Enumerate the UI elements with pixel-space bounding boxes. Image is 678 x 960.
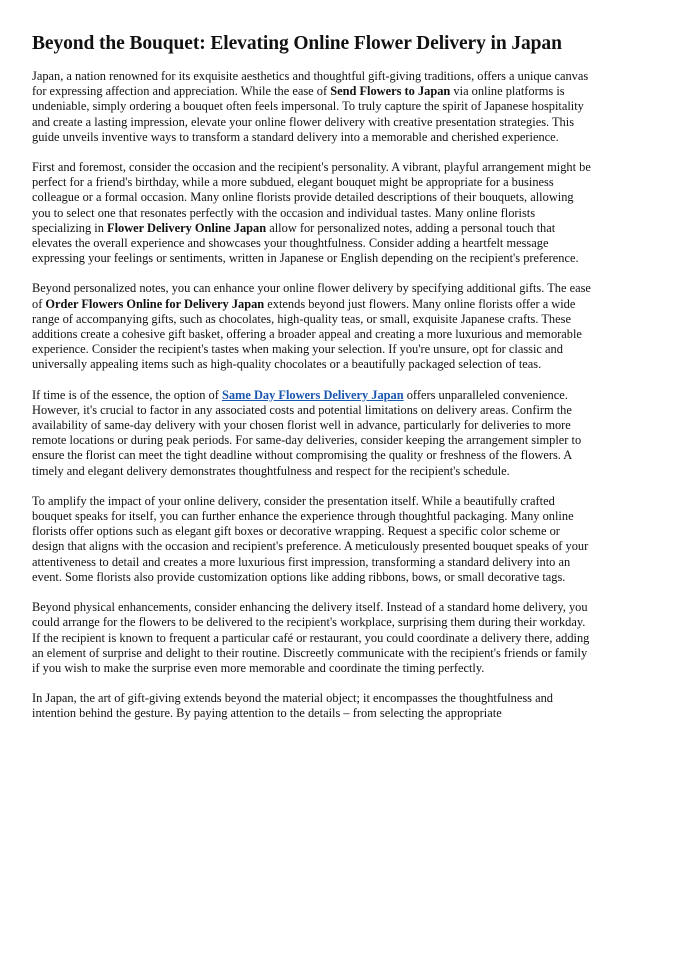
keyword-order-flowers-online: Order Flowers Online for Delivery Japan [45,296,265,311]
paragraph-occasion [32,160,592,266]
document-page [32,32,592,737]
paragraph-additional-gifts [32,281,592,372]
paragraph-intro [32,69,592,145]
paragraph-text: Beyond personalized notes, you can enhance your online flower delivery by specifying additional gifts. The ease of [32,281,591,311]
paragraph-text: via online platforms is undeniable, simply ordering a bouquet often feels impersonal. To truly capture the spirit of Japanese hospitality and create a lasting impression, elevate your online flower delivery with creative presentation strategies. This guide unveils inventive ways to transform a standard delivery into a memorable and cherished experience. [32,84,584,144]
keyword-send-flowers-to-japan: Send Flowers to Japan [330,84,451,99]
paragraph-text: First and foremost, consider the occasion and the recipient's personality. A vibrant, playful arrangement might be perfect for a friend's birthday, while a more subdued, elegant bouquet might be appropriate for a business colleague or a formal occasion. Many online florists provide detailed descriptions of their bouquets, allowing you to select one that resonates perfectly with the occasion and individual tastes. Many online florists specializing in [32,160,591,235]
paragraph-text: offers unparalleled convenience. However, it's crucial to factor in any associated costs and potential limitations on delivery areas. Confirm the availability of same-day delivery with your chosen florist well in advance, particularly for deliveries to more remote locations or during peak periods. For same-day deliveries, consider keeping the arrangement simpler to ensure the florist can meet the tight deadline without compromising the quality or freshness of the flowers. A timely and elegant delivery demonstrates thoughtfulness and respect for the recipient's schedule. [32,387,582,478]
page-title: Beyond the Bouquet: Elevating Online Flower Delivery in Japan [32,33,562,54]
paragraph-text: allow for personalized notes, adding a personal touch that elevates the overall experience and showcases your thoughtfulness. Consider adding a heartfelt message expressing your feelings or sentiments, written in Japanese or English depending on the recipient's preference. [32,220,579,266]
paragraph-text: Japan, a nation renowned for its exquisite aesthetics and thoughtful gift-giving traditions, offers a unique canvas for expressing affection and appreciation. While the ease of [32,69,589,99]
keyword-flower-delivery-online-japan: Flower Delivery Online Japan [107,220,267,235]
paragraph-text: extends beyond just flowers. Many online florists offer a wide range of accompanying gifts, such as chocolates, high-quality teas, or small, exquisite Japanese crafts. These additions create a cohesive gift basket, offering a broader appeal and creating a more luxurious and memorable experience. Consider the recipient's tastes when making your selection. If you're unsure, opt for classic and universally appealing items such as high-quality chocolates or a beautifully packaged selection of teas. [32,296,582,372]
paragraph-same-day [32,388,592,479]
paragraph-delivery-location: Beyond physical enhancements, consider enhancing the delivery itself. Instead of a standard home delivery, you could arrange for the flowers to be delivered to the recipient's workplace, surprising them during their workday. If the recipient is known to frequent a particular café or restaurant, you could coordinate a delivery there, adding an element of surprise and delight to their routine. Discreetly communicate with the recipient's friends or family if you wish to make the surprise even more memorable and coordinate the timing perfectly. [32,600,590,675]
same-day-delivery-link[interactable]: Same Day Flowers Delivery Japan [221,387,404,402]
paragraph-presentation: To amplify the impact of your online delivery, consider the presentation itself. While a beautifully crafted bouquet speaks for itself, you can further enhance the experience through thoughtful packaging. Many online florists offer options such as elegant gift boxes or decorative wrapping. Request a specific color scheme or design that aligns with the occasion and recipient's preference. A meticulously presented bouquet speaks of your attentiveness to detail and creates a more luxurious first impression, transforming a standard delivery into an event. Some florists also provide customization options like adding ribbons, bows, or small decorative tags. [32,493,589,584]
paragraph-gift-giving: In Japan, the art of gift-giving extends beyond the material object; it encompasses the thoughtfulness and intention behind the gesture. By paying attention to the details – from selecting the appropriate [32,691,553,721]
paragraph-text: If time is of the essence, the option of [32,387,222,402]
